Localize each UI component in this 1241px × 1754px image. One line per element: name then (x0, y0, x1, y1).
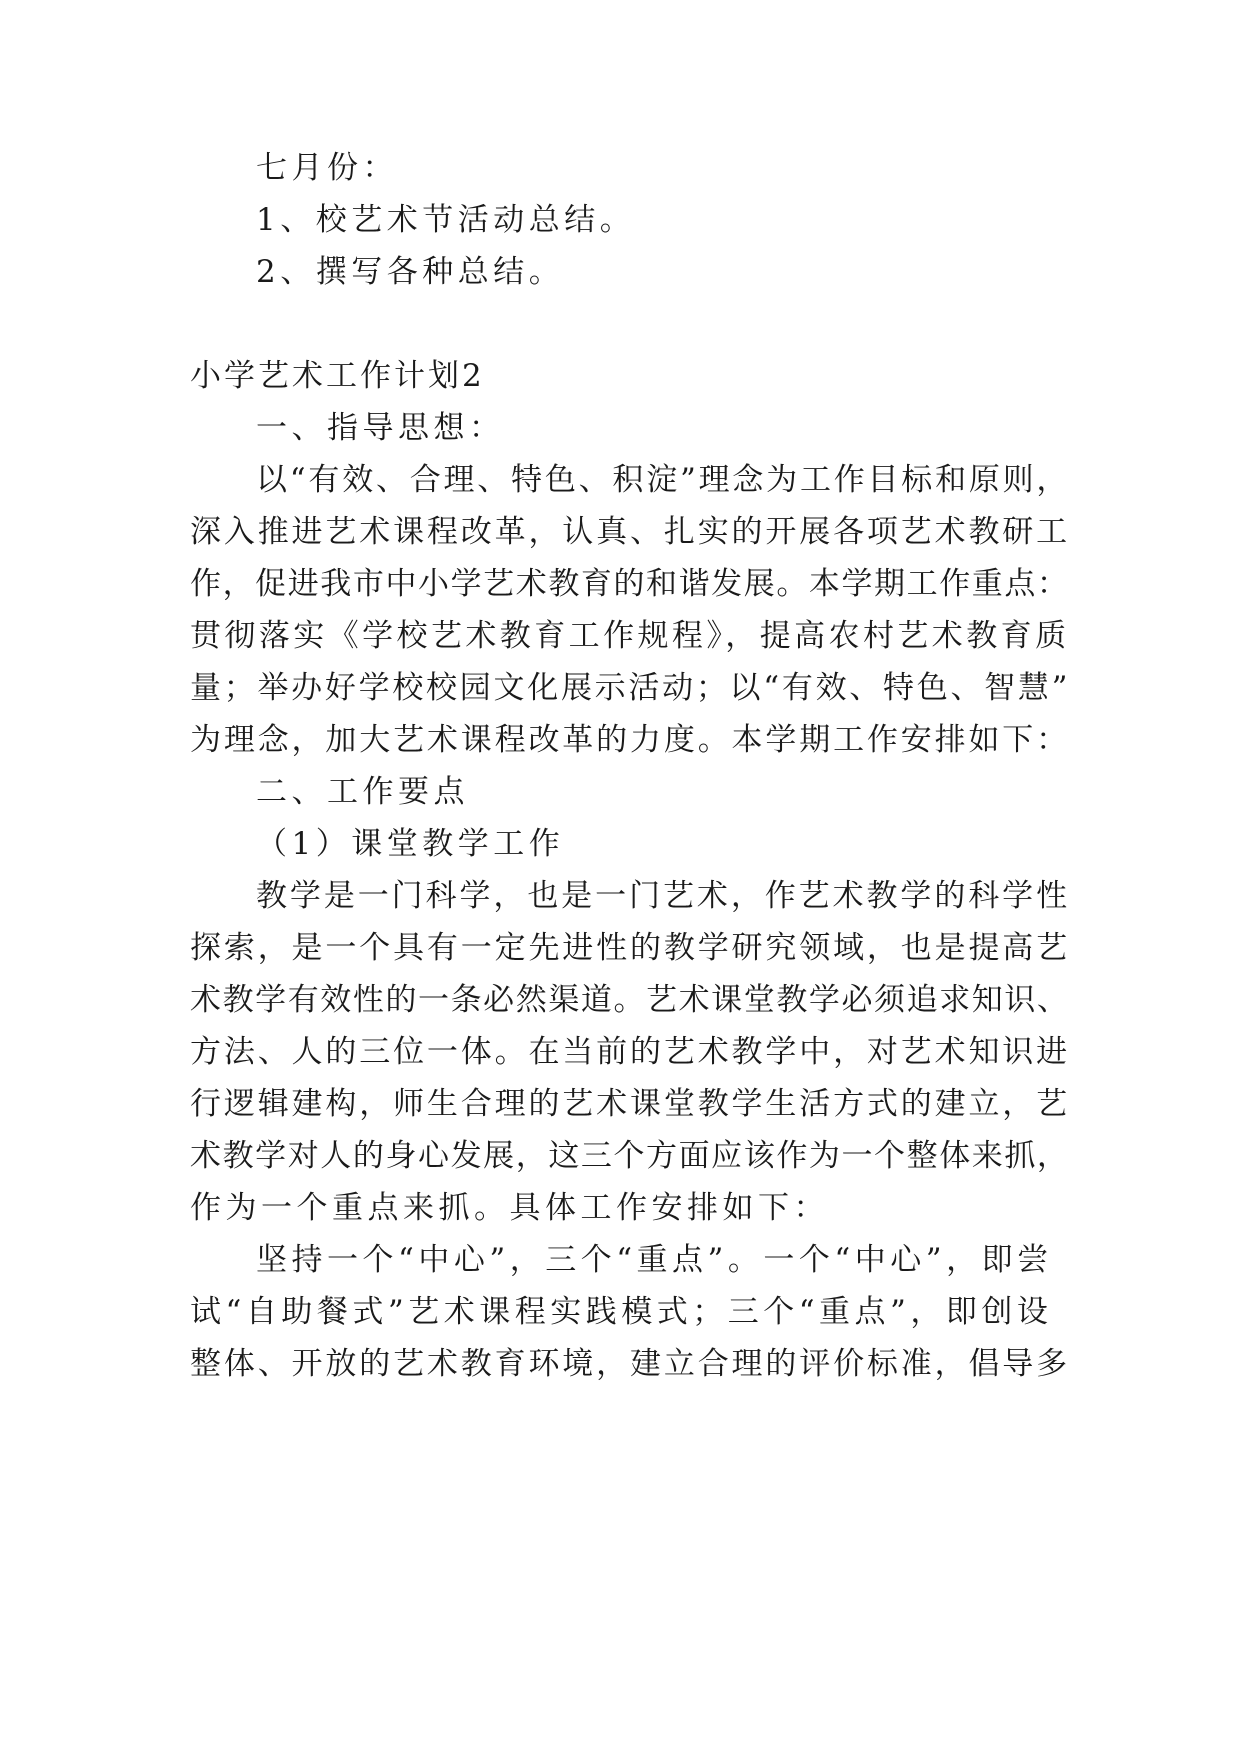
paragraph-line: 量；举办好学校校园文化展示活动；以“有效、特色、智慧” (190, 670, 1071, 706)
subheading-line: （1）课堂教学工作 (256, 826, 565, 862)
paragraph-line: 深入推进艺术课程改革，认真、扎实的开展各项艺术教研工 (190, 514, 1070, 550)
paragraph-line: 教学是一门科学，也是一门艺术，作艺术教学的科学性 (256, 878, 1070, 914)
paragraph-line: 术教学有效性的一条必然渠道。艺术课堂教学必须追求知识、 (190, 982, 1070, 1018)
paragraph-line: 1、校艺术节活动总结。 (256, 202, 636, 238)
paragraph-line: 行逻辑建构，师生合理的艺术课堂教学生活方式的建立，艺 (190, 1086, 1070, 1122)
paragraph-line: 坚持一个“中心”，三个“重点”。一个“中心”，即尝 (256, 1242, 1053, 1278)
paragraph-line: 试“自助餐式”艺术课程实践模式；三个“重点”，即创设 (190, 1294, 1053, 1330)
heading-line: 二、工作要点 (256, 774, 469, 810)
paragraph-line: 作为一个重点来抓。具体工作安排如下： (190, 1190, 829, 1226)
paragraph-line: 方法、人的三位一体。在当前的艺术教学中，对艺术知识进 (190, 1034, 1070, 1070)
paragraph-line: 2、撰写各种总结。 (256, 254, 565, 290)
paragraph-line: 整体、开放的艺术教育环境，建立合理的评价标准，倡导多 (190, 1346, 1070, 1382)
paragraph-line: 七月份： (256, 150, 398, 186)
paragraph-line: 为理念，加大艺术课程改革的力度。本学期工作安排如下： (190, 722, 1070, 758)
paragraph-line: 以“有效、合理、特色、积淀”理念为工作目标和原则， (256, 462, 1071, 498)
paragraph-line: 作，促进我市中小学艺术教育的和谐发展。本学期工作重点： (190, 566, 1070, 602)
paragraph-line: 探索，是一个具有一定先进性的教学研究领域，也是提高艺 (190, 930, 1070, 966)
section-title: 小学艺术工作计划2 (190, 358, 485, 394)
paragraph-line: 贯彻落实《学校艺术教育工作规程》，提高农村艺术教育质 (190, 618, 1070, 654)
paragraph-line: 术教学对人的身心发展，这三个方面应该作为一个整体来抓， (190, 1138, 1070, 1174)
heading-line: 一、指导思想： (256, 410, 505, 446)
